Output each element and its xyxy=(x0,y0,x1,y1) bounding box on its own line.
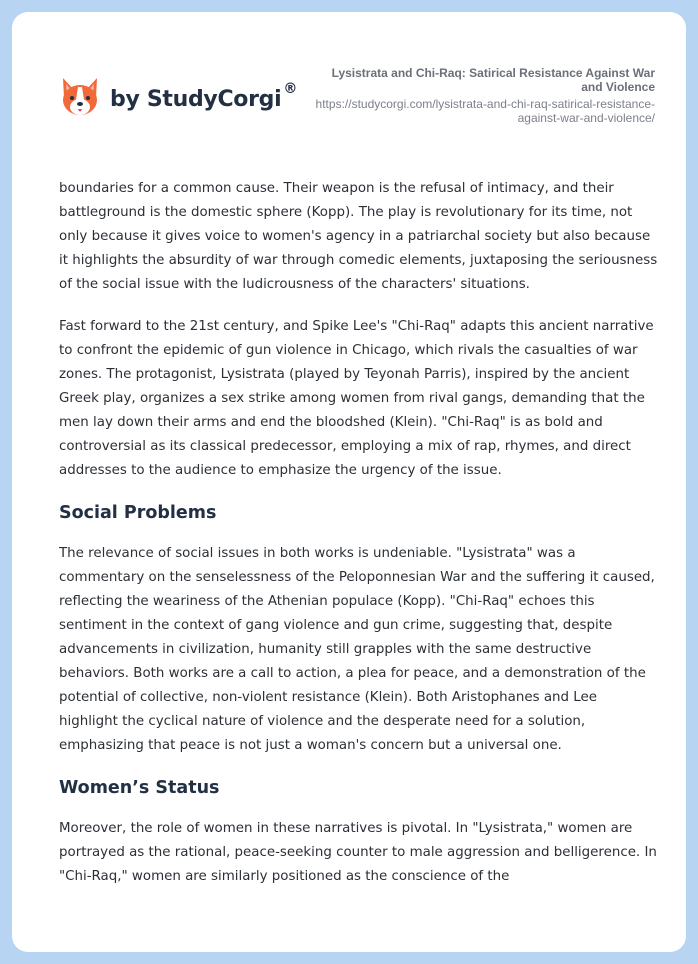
paragraph: The relevance of social issues in both works is undeniable. "Lysistrata" was a commentary on the senselessness of the Peloponnesian War and the suffering it caused, reflecting the weariness of the Athenian populace (Kopp). "Chi-Raq" echoes this sentiment in the context of gang violence and gun crime, suggesting that, despite advancements in civilization, humanity still grapples with the same destructive behaviors. Both works are a call to action, a plea for peace, and a demonstration of the potential of collective, non-violent resistance (Klein). Both Aristophanes and Lee highlight the cyclical nature of violence and the desperate need for a solution, emphasizing that peace is not just a woman's concern but a universal one. xyxy=(59,546,655,753)
brand-name: by StudyCorgi ® xyxy=(110,80,298,112)
document-url[interactable]: https://studycorgi.com/lysistrata-and-chi-raq-satirical-resistance-against-war-and-violence/ xyxy=(315,97,655,125)
paragraph: Moreover, the role of women in these narratives is pivotal. In "Lysistrata," women are portrayed as the rational, peace-seeking counter to male aggression and belligerence. In "Chi-Raq," women are similarly positioned as the conscience of the xyxy=(59,821,657,884)
studycorgi-logo[interactable] xyxy=(60,76,297,120)
section-heading-social-problems: Social Problems xyxy=(59,503,217,523)
paragraph: Fast forward to the 21st century, and Spike Lee's "Chi-Raq" adapts this ancient narrative to confront the epidemic of gun violence in Chicago, which rivals the casualties of war zones. The protagonist, Lysistrata (played by Teyonah Parris), inspired by the ancient Greek play, organizes a sex strike among women from rival gangs, demanding that the men lay down their arms and end the bloodshed (Klein). "Chi-Raq" is as bold and controversial as its classical predecessor, employing a mix of rap, rhymes, and direct addresses to the audience to emphasize the urgency of the issue. xyxy=(59,319,654,478)
corgi-icon xyxy=(60,76,100,120)
section-heading-womens-status: Women’s Status xyxy=(59,778,220,798)
paragraph: boundaries for a common cause. Their weapon is the refusal of intimacy, and their battleground is the domestic sphere (Kopp). The play is revolutionary for its time, not only because it gives voice to women's agency in a patriarchal society but also because it highlights the absurdity of war through comedic elements, juxtaposing the seriousness of the social issue with the ludicrousness of the characters' situations. xyxy=(59,181,658,292)
registered-mark: ® xyxy=(283,80,298,97)
document-header xyxy=(315,66,655,125)
document-title: Lysistrata and Chi-Raq: Satirical Resistance Against War and Violence xyxy=(331,66,655,94)
article-body xyxy=(59,177,659,907)
document-page xyxy=(12,12,686,952)
